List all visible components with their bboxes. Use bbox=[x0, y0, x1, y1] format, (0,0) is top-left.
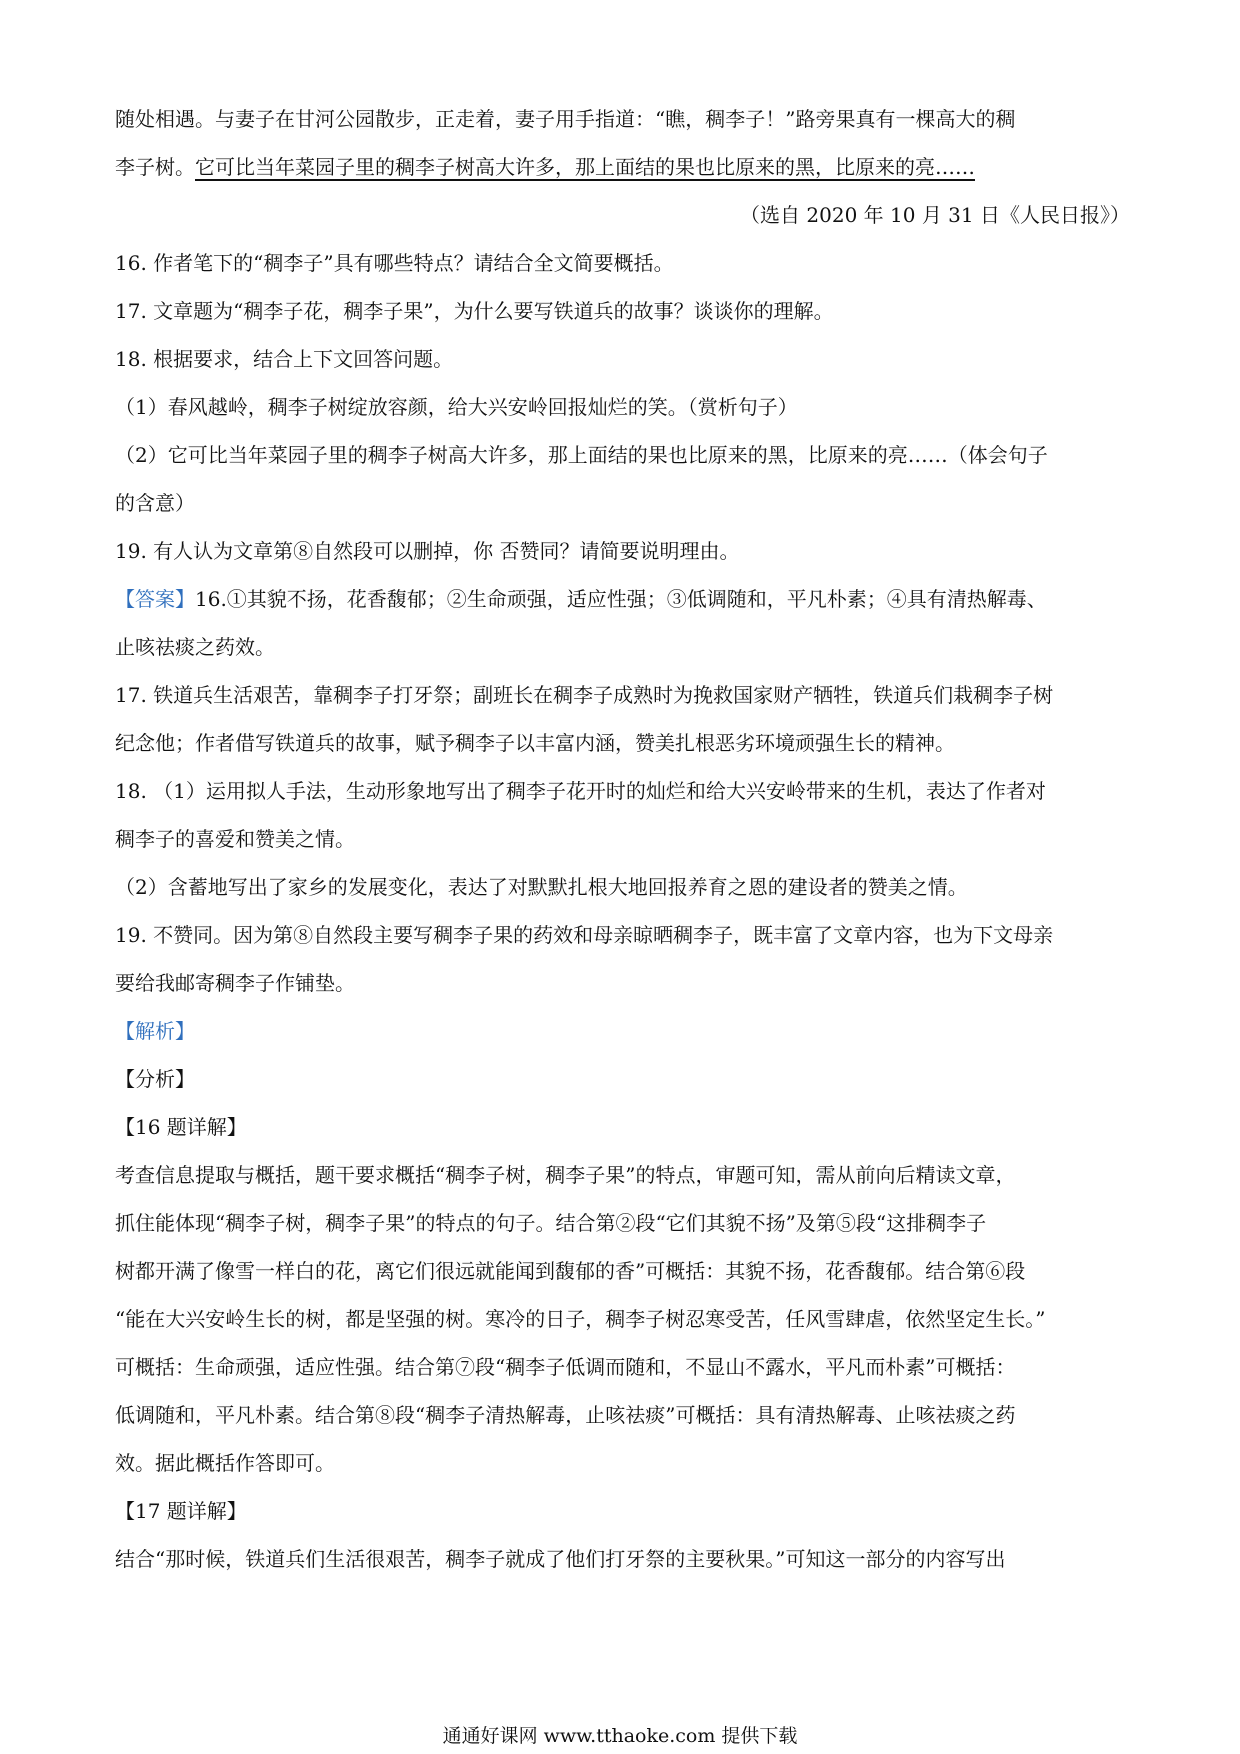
answer-16-cont: 止咳祛痰之药效。 bbox=[115, 635, 275, 659]
question-18-1: （1）春风越岭，稠李子树绽放容颜，给大兴安岭回报灿烂的笑。（赏析句子） bbox=[115, 395, 798, 419]
question-18-2: （2）它可比当年菜园子里的稠李子树高大许多，那上面结的果也比原来的黑，比原来的亮……（体会句子 bbox=[115, 443, 1048, 467]
detail-16-line: 树都开满了像雪一样白的花，离它们很远就能闻到馥郁的香”可概括：其貌不扬，花香馥郁。结合第⑥段 bbox=[115, 1259, 1026, 1283]
detail-16-line: “能在大兴安岭生长的树，都是坚强的树。寒冷的日子，稠李子树忍寒受苦，任风雪肆虐，依然坚定生长。” bbox=[115, 1307, 1046, 1331]
question-16: 16. 作者笔下的“稠李子”具有哪些特点？请结合全文简要概括。 bbox=[115, 251, 674, 275]
question-18-2-cont: 的含意） bbox=[115, 491, 195, 515]
answer-18: 18. （1）运用拟人手法，生动形象地写出了稠李子花开时的灿烂和给大兴安岭带来的生机，表达了作者对 bbox=[115, 779, 1046, 803]
underlined-sentence: 它可比当年菜园子里的稠李子树高大许多，那上面结的果也比原来的黑，比原来的亮…… bbox=[195, 155, 975, 179]
answer-18-2: （2）含蓄地写出了家乡的发展变化，表达了对默默扎根大地回报养育之恩的建设者的赞美之情。 bbox=[115, 875, 968, 899]
detail-17-title: 【17 题详解】 bbox=[115, 1499, 247, 1523]
answer-16-text: 16.①其貌不扬，花香馥郁；②生命顽强，适应性强；③低调随和，平凡朴素；④具有清热解毒、 bbox=[195, 587, 1047, 611]
answer-16 bbox=[115, 575, 1130, 623]
detail-16-line: 可概括：生命顽强，适应性强。结合第⑦段“稠李子低调而随和，不显山不露水，平凡而朴素”可概括： bbox=[115, 1355, 1016, 1379]
page-footer: 通通好课网 www.tthaoke.com 提供下载 bbox=[442, 1725, 798, 1747]
question-17: 17. 文章题为“稠李子花，稠李子果”，为什么要写铁道兵的故事？谈谈你的理解。 bbox=[115, 299, 834, 323]
answer-17: 17. 铁道兵生活艰苦，靠稠李子打牙祭；副班长在稠李子成熟时为挽救国家财产牺牲，铁道兵们栽稠李子树 bbox=[115, 683, 1054, 707]
analysis-heading: 【分析】 bbox=[115, 1067, 195, 1091]
passage-line: 随处相遇。与妻子在甘河公园散步，正走着，妻子用手指道：“瞧，稠李子！”路旁果真有一棵高大的稠 bbox=[115, 107, 1016, 131]
detail-17-line: 结合“那时候，铁道兵们生活很艰苦，稠李子就成了他们打牙祭的主要秋果。”可知这一部分的内容写出 bbox=[115, 1547, 1006, 1571]
document-page bbox=[115, 95, 1130, 1583]
answer-18-cont: 稠李子的喜爱和赞美之情。 bbox=[115, 827, 355, 851]
detail-16-line: 抓住能体现“稠李子树，稠李子果”的特点的句子。结合第②段“它们其貌不扬”及第⑤段“这排稠李子 bbox=[115, 1211, 987, 1235]
question-19: 19. 有人认为文章第⑧自然段可以删掉，你 否赞同？请简要说明理由。 bbox=[115, 539, 740, 563]
detail-16-line: 效。据此概括作答即可。 bbox=[115, 1451, 335, 1475]
passage-line bbox=[115, 143, 1130, 191]
question-18: 18. 根据要求，结合上下文回答问题。 bbox=[115, 347, 454, 371]
answer-tag: 【答案】 bbox=[115, 587, 195, 611]
analysis-tag: 【解析】 bbox=[115, 1019, 195, 1043]
detail-16-line: 考查信息提取与概括，题干要求概括“稠李子树，稠李子果”的特点，审题可知，需从前向后精读文章， bbox=[115, 1163, 1016, 1187]
answer-19: 19. 不赞同。因为第⑧自然段主要写稠李子果的药效和母亲晾晒稠李子，既丰富了文章内容，也为下文母亲 bbox=[115, 923, 1054, 947]
source-citation: （选自 2020 年 10 月 31 日《人民日报》） bbox=[740, 203, 1130, 227]
answer-17-cont: 纪念他；作者借写铁道兵的故事，赋予稠李子以丰富内涵，赞美扎根恶劣环境顽强生长的精神。 bbox=[115, 731, 955, 755]
answer-19-cont: 要给我邮寄稠李子作铺垫。 bbox=[115, 971, 355, 995]
detail-16-title: 【16 题详解】 bbox=[115, 1115, 247, 1139]
passage-text: 李子树。 bbox=[115, 155, 195, 179]
detail-16-line: 低调随和，平凡朴素。结合第⑧段“稠李子清热解毒，止咳祛痰”可概括：具有清热解毒、止咳祛痰之药 bbox=[115, 1403, 1016, 1427]
